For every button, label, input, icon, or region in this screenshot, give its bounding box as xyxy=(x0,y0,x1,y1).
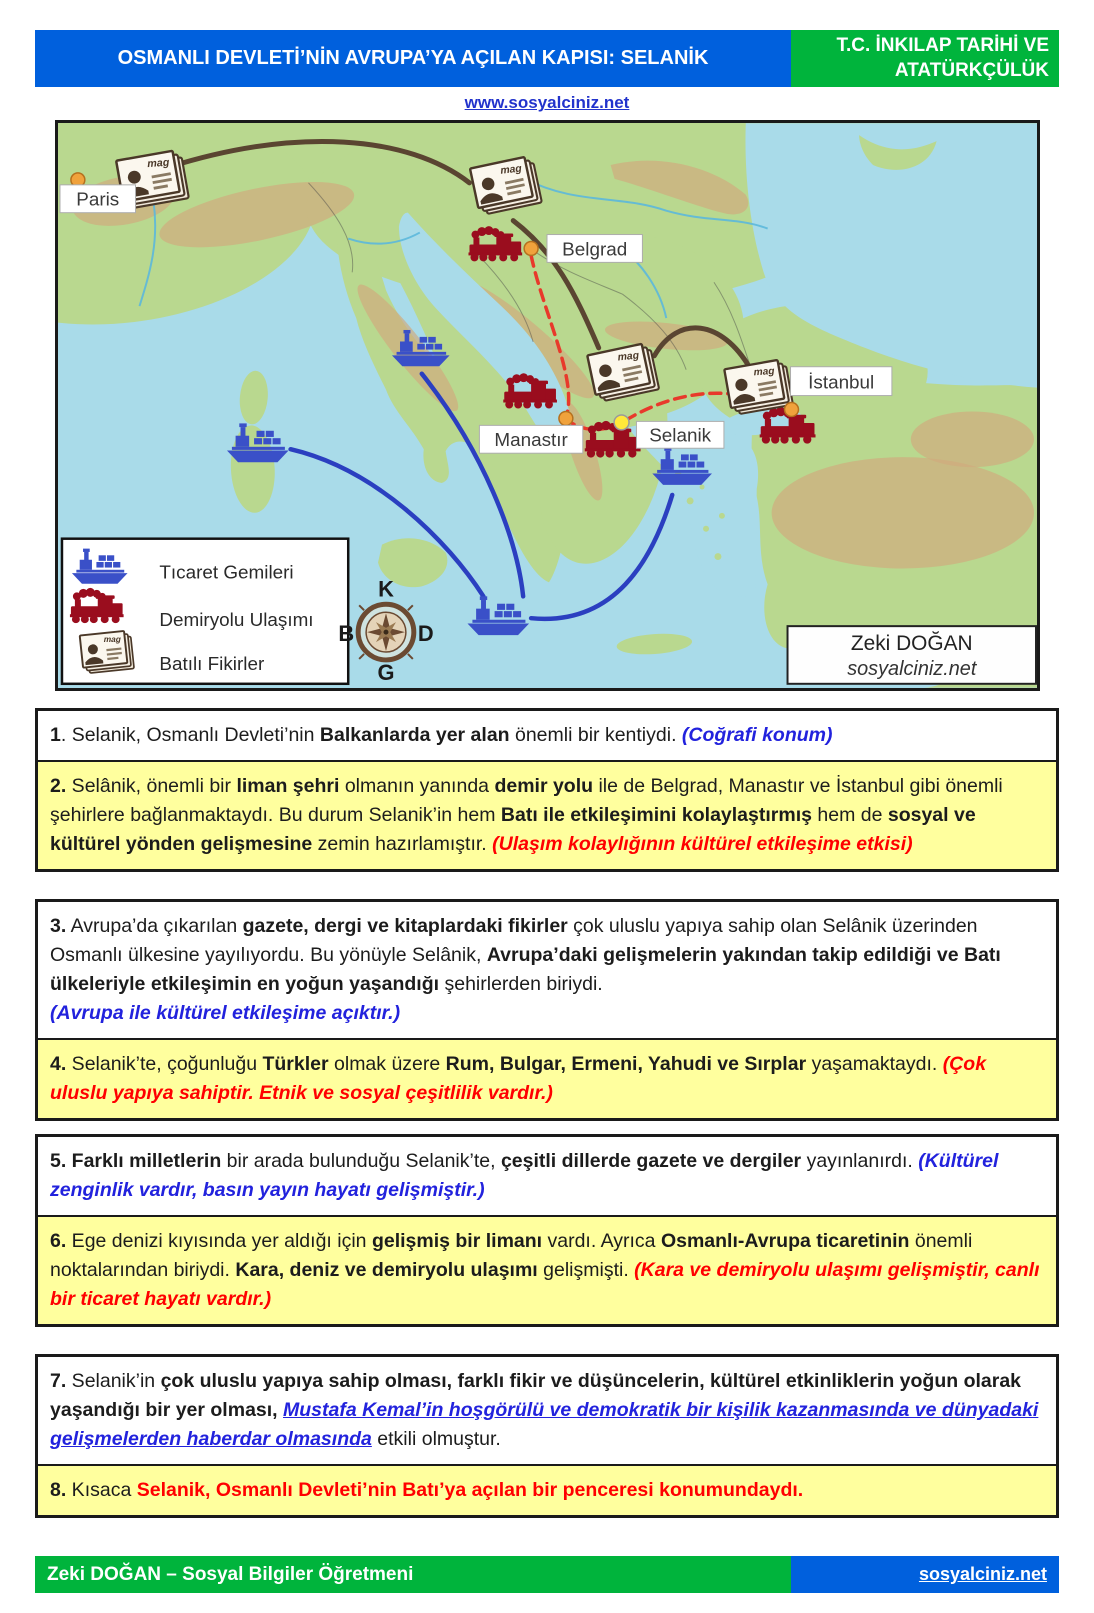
city-label-selanik: Selanik xyxy=(649,425,712,447)
city-dot-selanik xyxy=(614,415,629,430)
city-label-paris: Paris xyxy=(76,189,120,211)
info-box-6: 6. Ege denizi kıyısında yer aldığı için gelişmiş bir limanı vardı. Ayrıca Osmanlı-Avrupa ticaretinin önemli noktalarından biriydi. Kara, deniz ve demiryolu ulaşımı gelişmişti. (Kara ve demiryolu ulaşımı gelişmiştir, canlı bir ticaret hayatı vardır.) xyxy=(38,1215,1056,1324)
page-title-text: OSMANLI DEVLETİ’NİN AVRUPA’YA AÇILAN KAPISI: SELANİK xyxy=(117,47,709,69)
compass-north-label: K xyxy=(378,576,394,602)
info-box-7: 7. Selanik’in çok uluslu yapıya sahip olması, farklı fikir ve düşüncelerin, kültürel etkinliklerin yoğun olarak yaşandığı bir yer olması, Mustafa Kemal’in hoşgörülü ve demokratik bir kişilik kazanmasında ve dünyadaki gelişmelerden haberdar olmasında etkili olmuştur. xyxy=(38,1357,1056,1464)
info-container-2 xyxy=(35,899,1059,1121)
city-dot-istanbul xyxy=(785,403,799,417)
compass-south-label: G xyxy=(377,659,395,685)
compass-west-label: B xyxy=(338,621,355,647)
footer-site xyxy=(791,1556,1059,1593)
footer-author: Zeki DOĞAN – Sosyal Bilgiler Öğretmeni xyxy=(35,1556,791,1593)
page-title xyxy=(35,30,791,87)
map-credit-box xyxy=(788,626,1036,684)
city-label-belgrad: Belgrad xyxy=(562,239,628,261)
info-container-3 xyxy=(35,1134,1059,1327)
info-container-1 xyxy=(35,708,1059,872)
footer-site-link[interactable]: sosyalciniz.net xyxy=(918,1564,1047,1584)
info-box-1: 1. Selanik, Osmanlı Devleti’nin Balkanlarda yer alan önemli bir kentiydi. (Coğrafi konum) xyxy=(38,711,1056,760)
info-box-2: 2. Selânik, önemli bir liman şehri olmanın yanında demir yolu ile de Belgrad, Manastır ve İstanbul gibi önemli şehirlere bağlanmaktaydı. Bu durum Selanik’in hem Batı ile etkileşimini kolaylaştırmış hem de sosyal ve kültürel yönden gelişmesine zemin hazırlamıştır. (Ulaşım kolaylığının kültürel etkileşime etkisi) xyxy=(38,760,1056,869)
course-line-2: ATATÜRKÇÜLÜK xyxy=(894,60,1049,81)
page-footer xyxy=(35,1556,1059,1593)
map-credit-site: sosyalciniz.net xyxy=(847,657,977,680)
info-boxes-section xyxy=(35,708,1059,1518)
header xyxy=(35,30,1059,87)
legend-label-ideas: Batılı Fikirler xyxy=(159,653,265,675)
info-box-5: 5. Farklı milletlerin bir arada bulunduğu Selanik’te, çeşitli dillerde gazete ve dergiler yayınlanırdı. (Kültürel zenginlik vardır, basın yayın hayatı gelişmiştir.) xyxy=(38,1137,1056,1215)
city-dot-manastir xyxy=(559,411,573,425)
info-box-8: 8. Kısaca Selanik, Osmanlı Devleti’nin Batı’ya açılan bir penceresi konumundaydı. xyxy=(38,1464,1056,1515)
compass-east-label: D xyxy=(417,621,434,647)
selanik-map-svg xyxy=(58,123,1037,688)
city-label-istanbul: İstanbul xyxy=(808,372,875,394)
newspaper-icon xyxy=(80,630,134,673)
website-link[interactable]: www.sosyalciniz.net xyxy=(464,93,630,112)
course-line-1: T.C. İNKILAP TARİHİ VE xyxy=(836,35,1049,56)
map-figure xyxy=(55,120,1040,691)
legend-label-ships: Tıcaret Gemileri xyxy=(159,562,294,584)
website-link-row xyxy=(35,87,1059,120)
newspaper-icon xyxy=(724,359,793,416)
info-box-4: 4. Selanik’te, çoğunluğu Türkler olmak üzere Rum, Bulgar, Ermeni, Yahudi ve Sırplar yaşamaktaydı. (Çok uluslu yapıya sahiptir. Etnik ve sosyal çeşitlilik vardır.) xyxy=(38,1038,1056,1118)
legend-label-railway: Demiryolu Ulaşımı xyxy=(159,610,314,632)
map-legend xyxy=(62,539,348,684)
map-credit-author: Zeki DOĞAN xyxy=(850,632,973,656)
info-container-4 xyxy=(35,1354,1059,1518)
city-dot-belgrad xyxy=(524,242,538,256)
info-box-3: 3. Avrupa’da çıkarılan gazete, dergi ve kitaplardaki fikirler çok uluslu yapıya sahip olan Selânik üzerinden Osmanlı ülkesine yayılıyordu. Bu yönüyle Selânik, Avrupa’daki gelişmelerin yakından takip edildiği ve Batı ülkeleriyle etkileşimin en yoğun yaşandığı şehirlerden biriydi. (Avrupa ile kültürel etkileşime açıktır.) xyxy=(38,902,1056,1038)
city-label-manastir: Manastır xyxy=(494,430,568,452)
course-badge xyxy=(791,30,1059,87)
